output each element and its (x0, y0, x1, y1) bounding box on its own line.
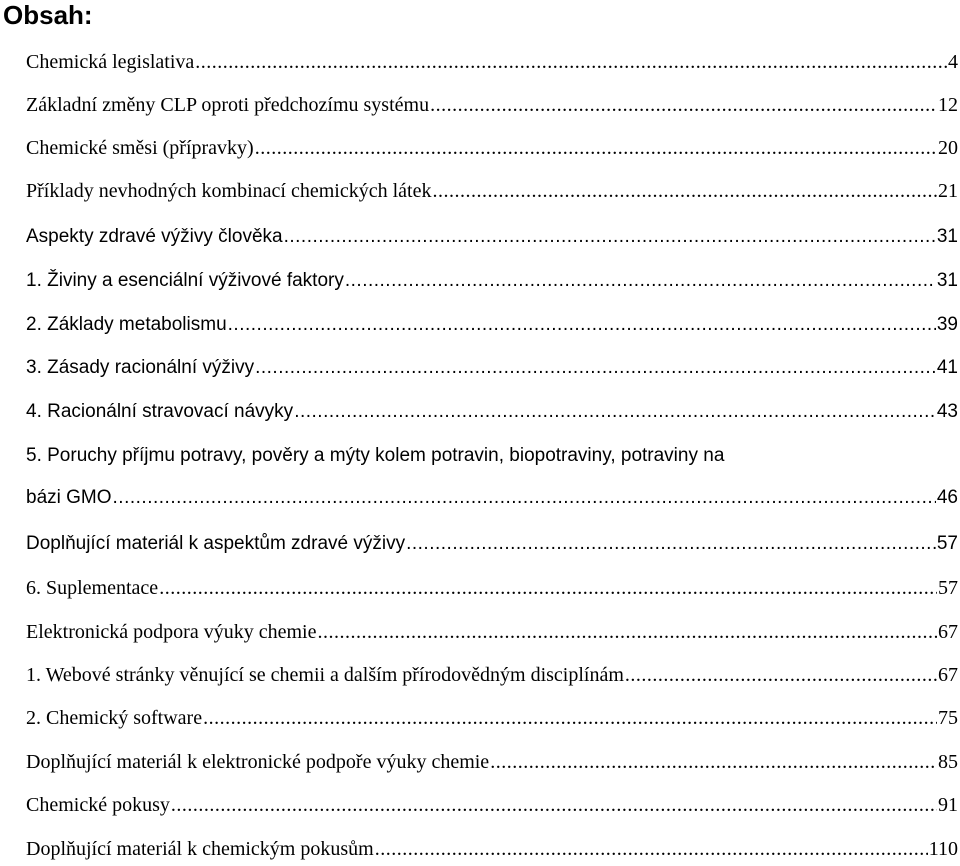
toc-leader-dots (490, 747, 937, 777)
toc-entry-page: 12 (938, 94, 958, 116)
toc-entry-title: Chemické směsi (přípravky) (26, 137, 254, 159)
toc-entry-title: bázi GMO (26, 487, 112, 508)
toc-entry-title: Elektronická podpora výuky chemie (26, 621, 317, 643)
toc-entry[interactable] (26, 90, 960, 120)
toc-entry-page: 46 (936, 487, 958, 508)
toc-entry[interactable] (26, 47, 960, 77)
toc-entry-title: Chemická legislativa (26, 51, 195, 73)
toc-entry[interactable] (26, 222, 960, 252)
toc-leader-dots (432, 176, 937, 206)
toc-entry[interactable] (26, 573, 960, 603)
toc-entry-page: 57 (938, 577, 958, 599)
toc-leader-dots (375, 834, 928, 864)
toc-entry-title: Chemické pokusy (26, 794, 170, 816)
toc-entry[interactable] (26, 397, 960, 427)
toc-entry[interactable] (26, 133, 960, 163)
toc-entry-title: Doplňující materiál k chemickým pokusům (26, 838, 374, 860)
toc-entry-page: 43 (936, 401, 958, 422)
toc-entry-title: 3. Zásady racionální výživy (26, 357, 255, 378)
toc-leader-dots (171, 790, 937, 820)
toc-entry[interactable] (26, 617, 960, 647)
toc-leader-dots (294, 397, 936, 427)
toc-entry-title-line1: 5. Poruchy příjmu potravy, pověry a mýty kolem potravin, biopotraviny, potraviny na (26, 445, 725, 466)
toc-leader-dots (113, 483, 936, 513)
toc-entry-page: 31 (936, 226, 958, 247)
toc-entry-title: 1. Webové stránky věnující se chemii a dalším přírodovědným disciplínám (26, 664, 624, 686)
toc-entry-title: 2. Chemický software (26, 707, 203, 729)
toc-entry-page: 85 (938, 751, 958, 773)
toc-entry[interactable] (26, 353, 960, 383)
toc-entry-page: 39 (936, 314, 958, 335)
toc-entry-page: 91 (938, 794, 958, 816)
toc-leader-dots (195, 47, 947, 77)
toc-leader-dots (625, 660, 937, 690)
toc-entry[interactable] (26, 834, 960, 864)
toc-entry[interactable] (26, 441, 960, 513)
toc-leader-dots (255, 133, 937, 163)
toc-entry-page: 21 (938, 180, 958, 202)
toc-entry[interactable] (26, 703, 960, 733)
toc-entry-title: Doplňující materiál k aspektům zdravé výživy (26, 533, 406, 554)
toc-entry[interactable] (26, 529, 960, 559)
toc-leader-dots (430, 90, 937, 120)
toc-entry-title: Aspekty zdravé výživy člověka (26, 226, 283, 247)
toc-entry-page: 67 (938, 621, 958, 643)
toc-leader-dots (159, 573, 937, 603)
toc-leader-dots (203, 703, 937, 733)
toc-entry-page: 4 (948, 51, 958, 73)
toc-leader-dots (317, 617, 937, 647)
toc-entry[interactable] (26, 176, 960, 206)
toc-entry-title: 6. Suplementace (26, 577, 159, 599)
toc-entry-title: 1. Živiny a esenciální výživové faktory (26, 270, 344, 291)
toc-leader-dots (284, 222, 936, 252)
toc-entry-title: Doplňující materiál k elektronické podpoře výuky chemie (26, 751, 490, 773)
toc-entry[interactable] (26, 660, 960, 690)
toc-entry-page: 110 (928, 838, 958, 860)
toc-leader-dots (406, 529, 936, 559)
toc-entry-page: 57 (936, 533, 958, 554)
toc-entry[interactable] (26, 747, 960, 777)
toc-entry-title: 2. Základy metabolismu (26, 314, 227, 335)
toc-entry-title: Základní změny CLP oproti předchozímu systému (26, 94, 430, 116)
toc-leader-dots (255, 353, 936, 383)
toc-entry-page: 75 (938, 707, 958, 729)
toc-entry-page: 31 (936, 270, 958, 291)
toc-leader-dots (228, 310, 936, 340)
page-title: Obsah: (3, 0, 93, 30)
toc-entry-title: Příklady nevhodných kombinací chemických látek (26, 180, 432, 202)
toc-entry-page: 20 (938, 137, 958, 159)
toc-entry-title: 4. Racionální stravovací návyky (26, 401, 294, 422)
toc-entry-page: 41 (936, 357, 958, 378)
toc-entry[interactable] (26, 310, 960, 340)
toc-entry[interactable] (26, 790, 960, 820)
toc-entry[interactable] (26, 266, 960, 296)
toc-entry-page: 67 (938, 664, 958, 686)
toc-leader-dots (345, 266, 936, 296)
